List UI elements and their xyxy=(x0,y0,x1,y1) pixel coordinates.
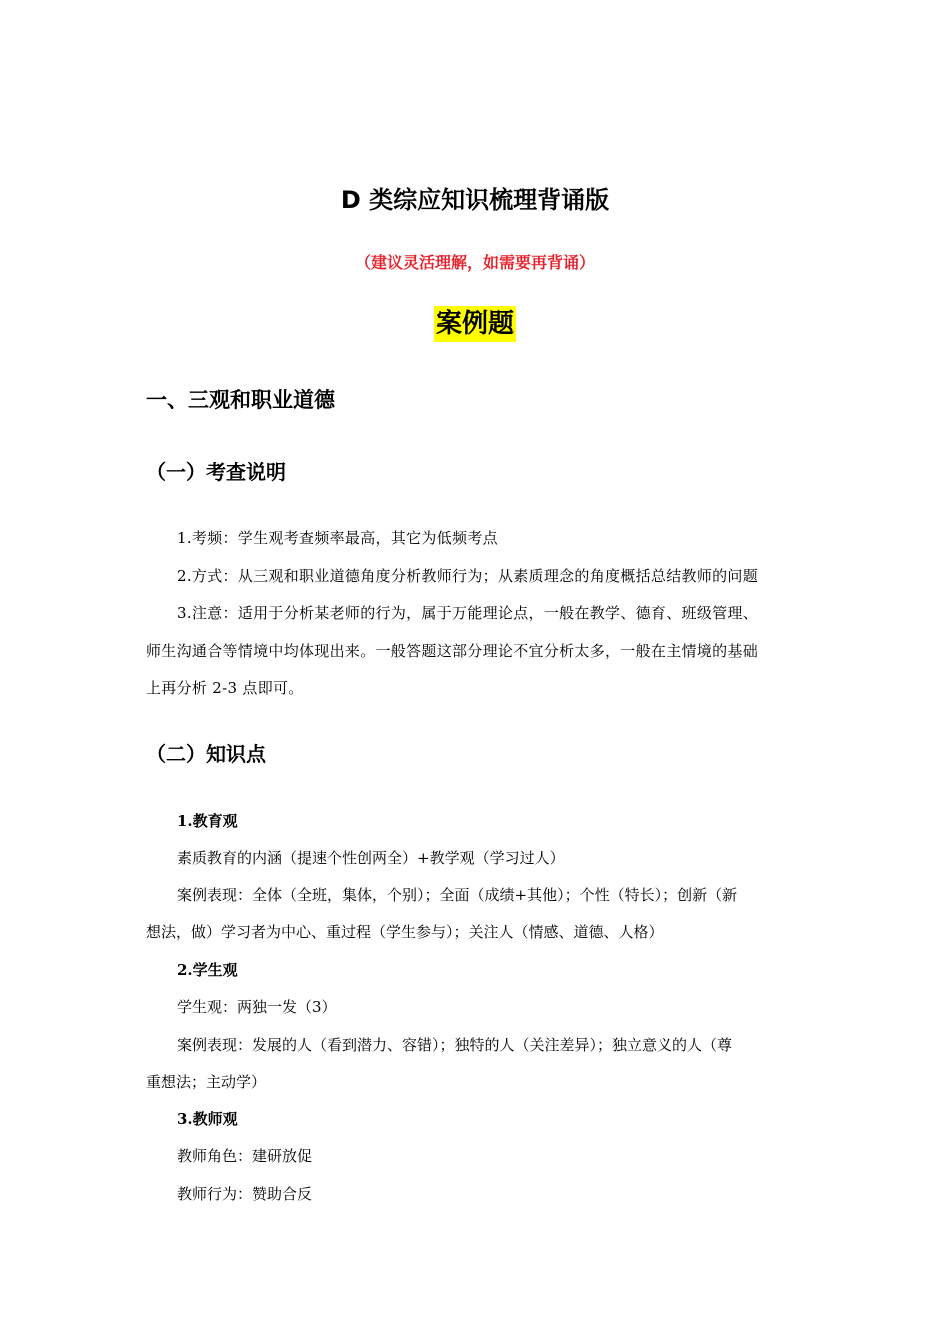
banner-wrap xyxy=(0,306,950,342)
topic-heading-teacher-view: 3.教师观 xyxy=(177,1110,238,1128)
knowledge-line: 案例表现：发展的人（看到潜力、容错）；独特的人（关注差异）；独立意义的人（尊 xyxy=(177,1036,733,1054)
knowledge-line: 教师行为：赞助合反 xyxy=(177,1185,313,1203)
knowledge-line: 想法，做）学习者为中心、重过程（学生参与）；关注人（情感、道德、人格） xyxy=(146,923,664,941)
exam-note-line: 1.考频：学生观考查频率最高，其它为低频考点 xyxy=(177,529,498,547)
document-title: D 类综应知识梳理背诵版 xyxy=(340,186,610,214)
knowledge-line: 素质教育的内涵（提速个性创两全）+教学观（学习过人） xyxy=(177,849,565,867)
exam-note-line: 3.注意：适用于分析某老师的行为，属于万能理论点，一般在教学、德育、班级管理、 xyxy=(177,604,759,622)
subsection-heading-exam-notes: （一）考查说明 xyxy=(146,460,286,484)
exam-note-line: 上再分析 2-3 点即可。 xyxy=(146,679,304,697)
knowledge-line: 教师角色：建研放促 xyxy=(177,1147,313,1165)
subsection-heading-knowledge-points: （二）知识点 xyxy=(146,742,266,766)
section-heading-1: 一、三观和职业道德 xyxy=(146,388,335,412)
exam-note-line: 2.方式：从三观和职业道德角度分析教师行为；从素质理念的角度概括总结教师的问题 xyxy=(177,567,759,585)
topic-heading-student-view: 2.学生观 xyxy=(177,961,238,979)
highlighted-banner: 案例题 xyxy=(434,306,516,342)
topic-heading-education-view: 1.教育观 xyxy=(177,812,238,830)
knowledge-line: 学生观：两独一发（3） xyxy=(177,998,337,1016)
knowledge-line: 案例表现：全体（全班，集体，个别）；全面（成绩+其他）；个性（特长）；创新（新 xyxy=(177,886,738,904)
document-subtitle: （建议灵活理解，如需要再背诵） xyxy=(354,253,595,272)
exam-note-line: 师生沟通合等情境中均体现出来。一般答题这部分理论不宜分析太多，一般在主情境的基础 xyxy=(146,642,759,660)
knowledge-line: 重想法；主动学） xyxy=(146,1073,267,1091)
